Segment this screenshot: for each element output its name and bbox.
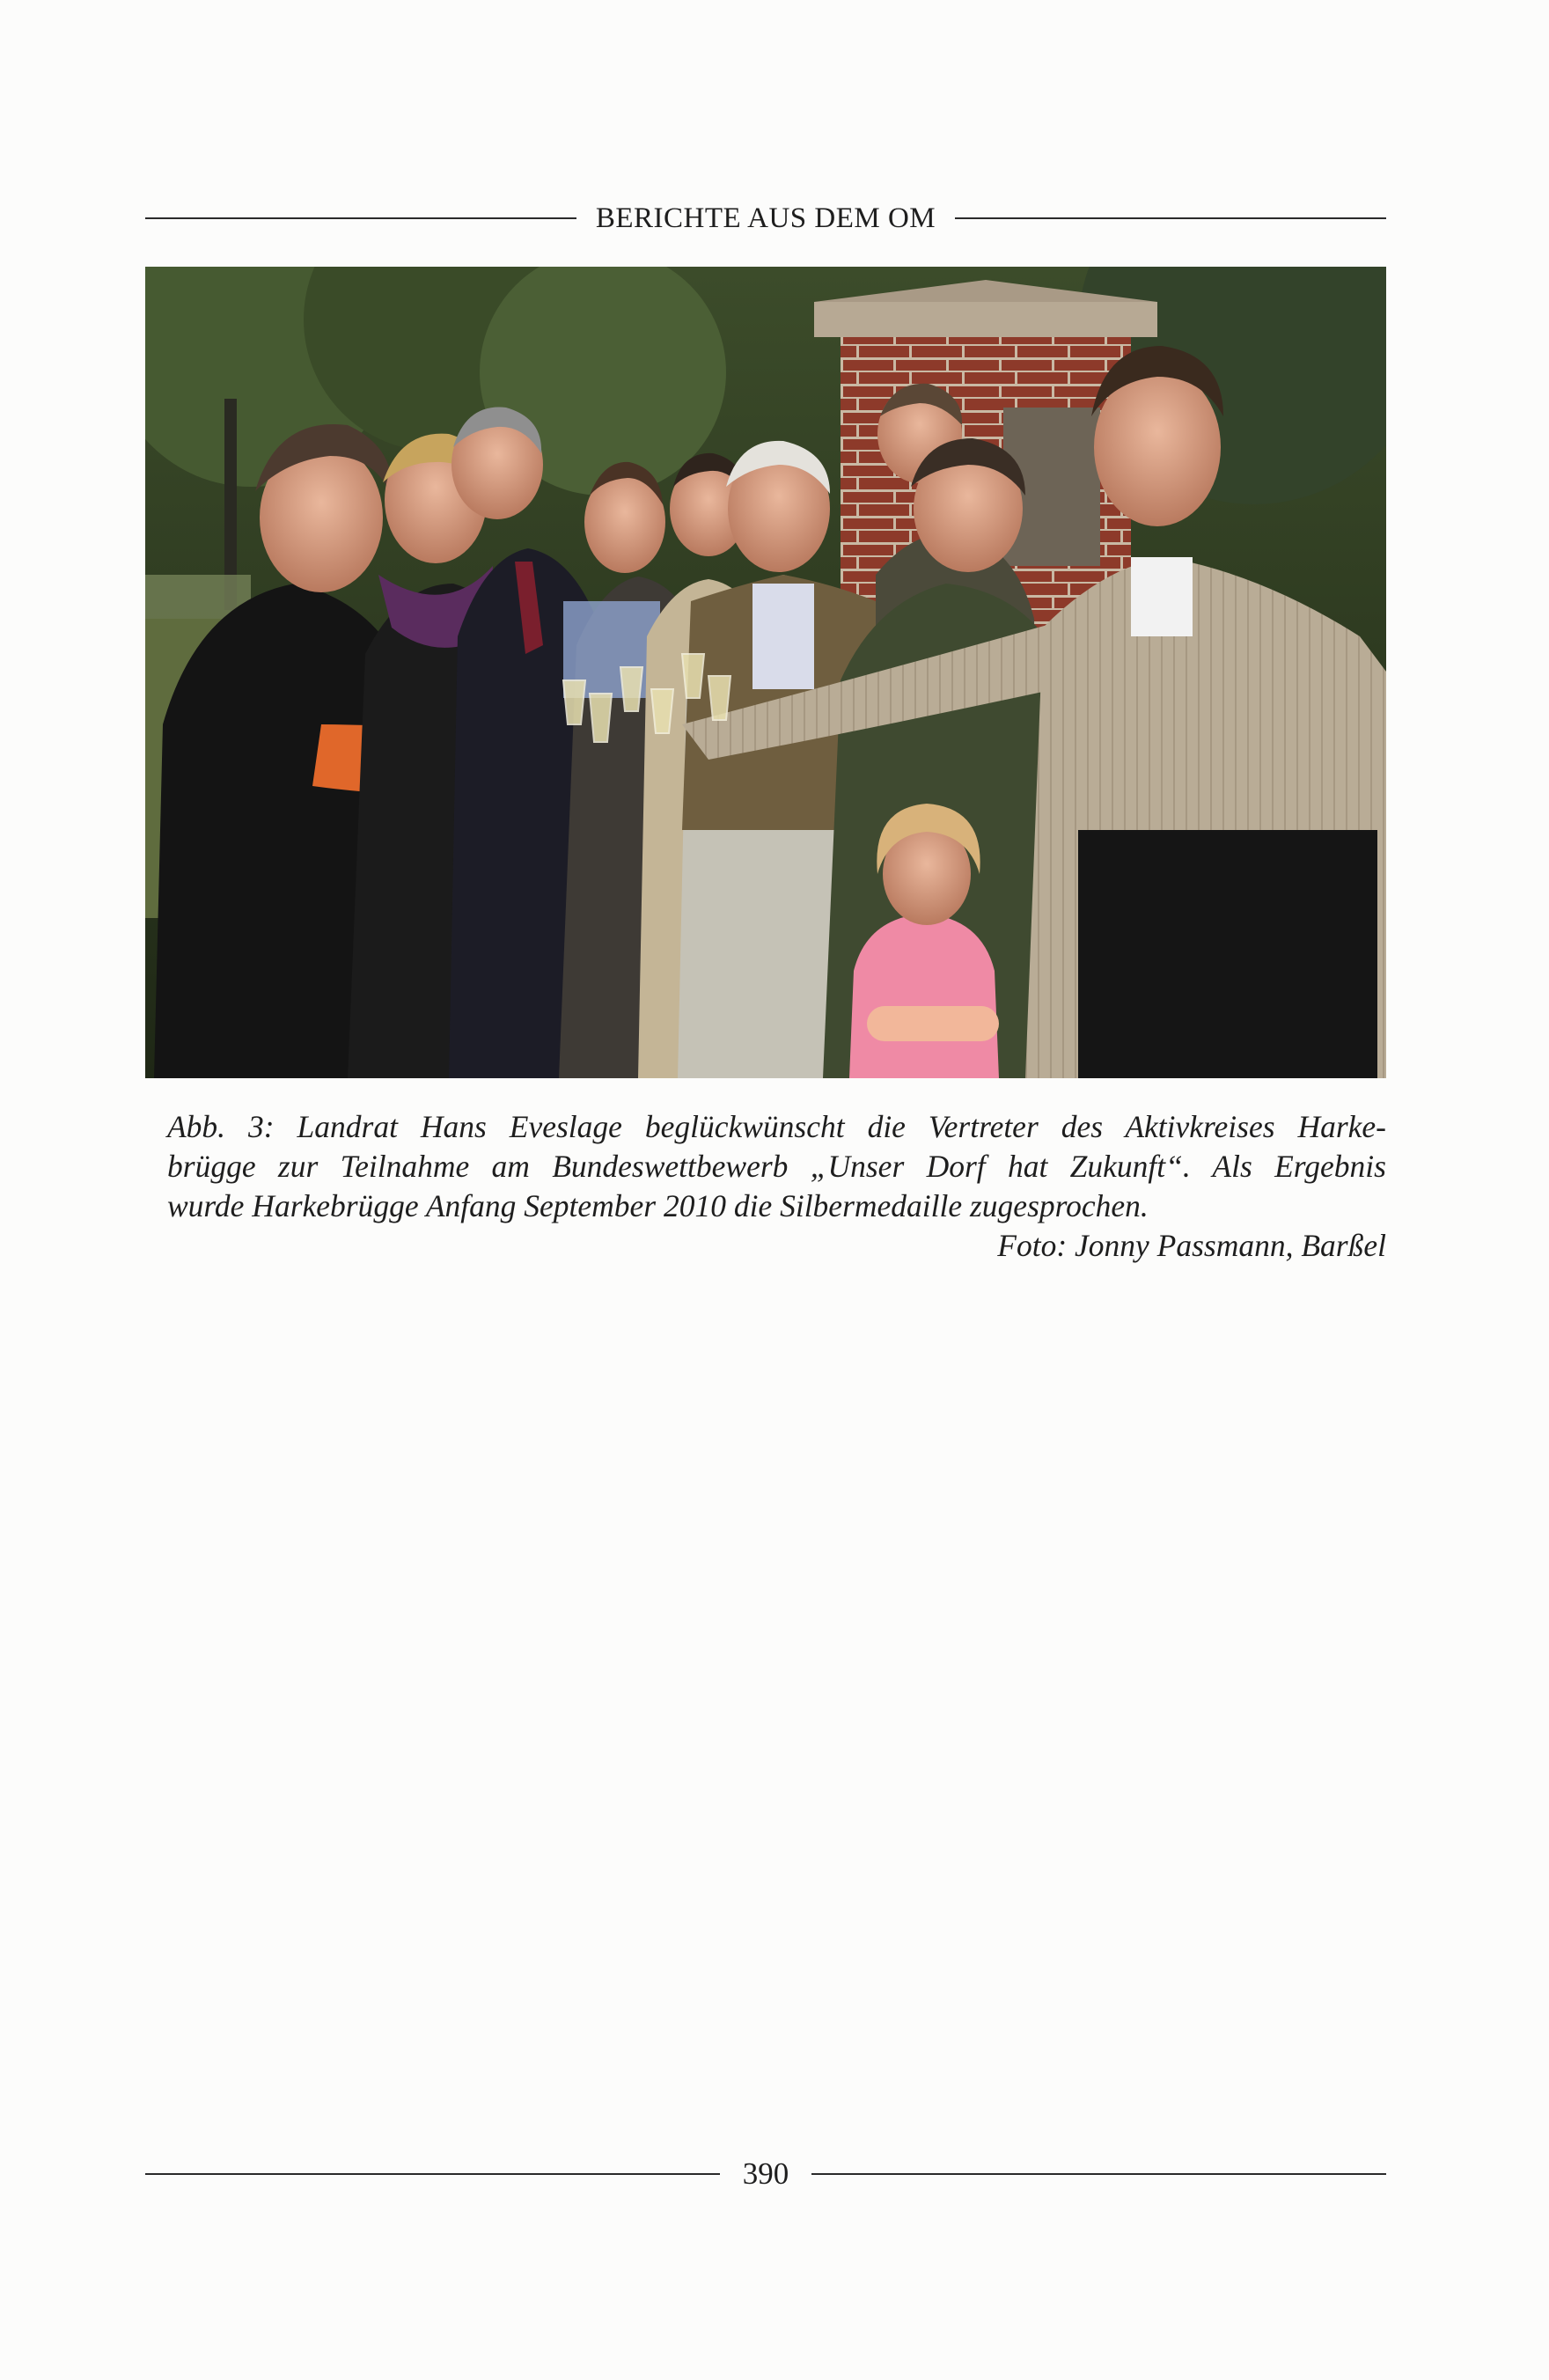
footer-rule-left xyxy=(145,2173,720,2175)
header-title: BERICHTE AUS DEM OM xyxy=(595,202,936,234)
group-photo xyxy=(145,267,1386,1078)
page-number: 390 xyxy=(742,2156,789,2191)
page-footer xyxy=(145,2149,1386,2199)
photo-credit: Foto: Jonny Passmann, Barßel xyxy=(997,1228,1386,1263)
caption-line-1: Abb. 3: Landrat Hans Eveslage beglückwünscht die Vertreter des Aktivkreises Harke- xyxy=(167,1109,1386,1144)
header-rule-left xyxy=(145,217,576,219)
header-rule-right xyxy=(955,217,1386,219)
caption-line-2: brügge zur Teilnahme am Bundeswettbewerb „Unser Dorf hat Zukunft“. Als Ergebnis xyxy=(167,1149,1386,1184)
figure-caption xyxy=(167,1107,1386,1266)
running-header xyxy=(145,194,1386,243)
footer-rule-right xyxy=(811,2173,1386,2175)
caption-line-3: wurde Harkebrügge Anfang September 2010 die Silbermedaille zugesprochen. xyxy=(167,1188,1149,1223)
